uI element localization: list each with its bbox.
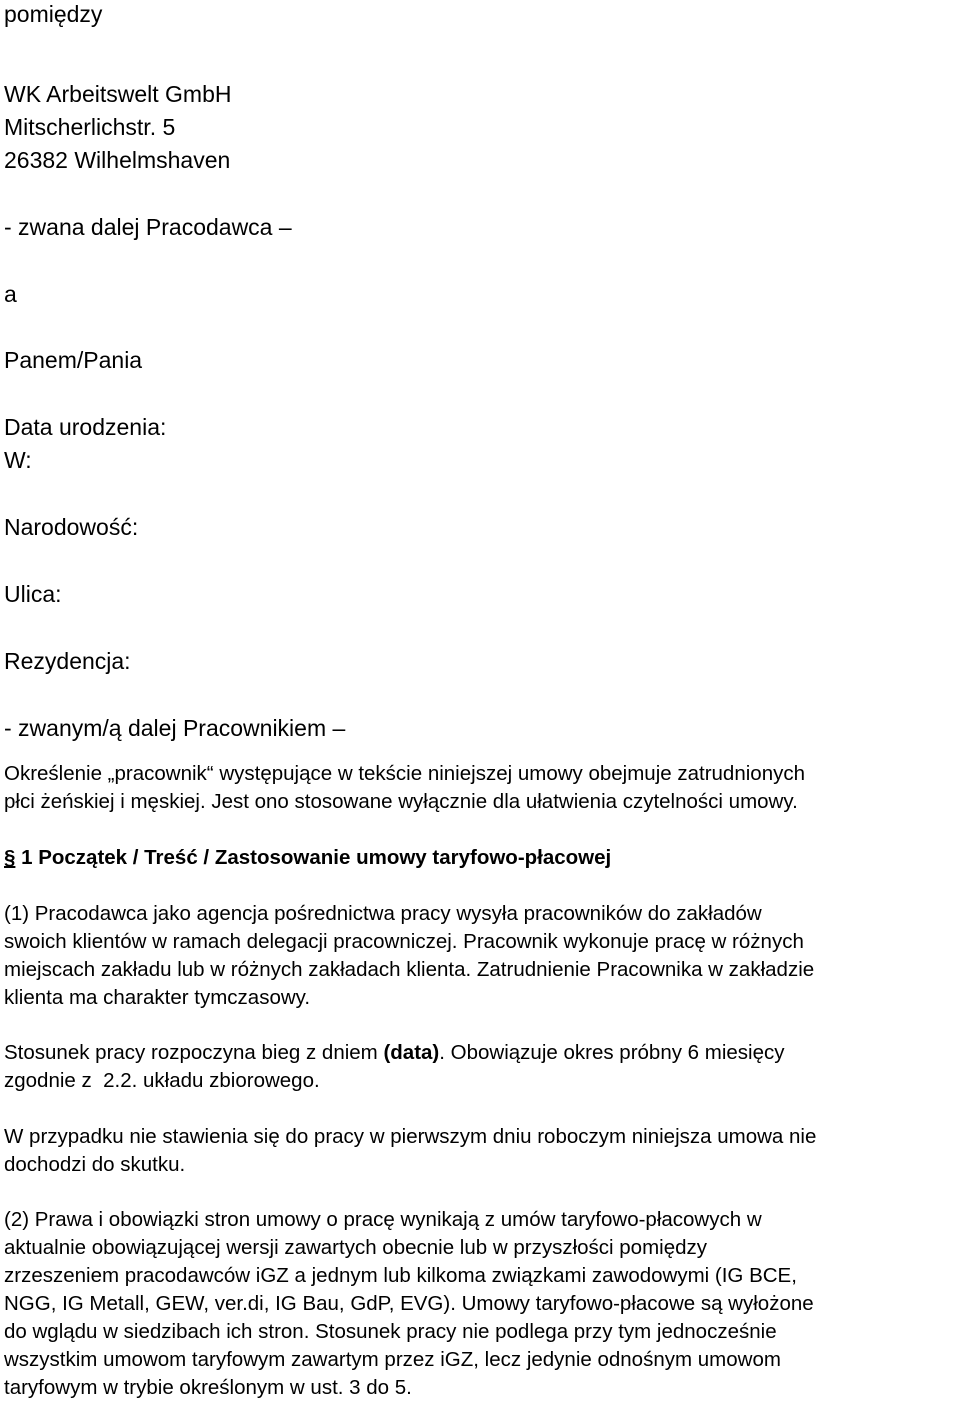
intro-line: Określenie „pracownik“ występujące w tekście niniejszej umowy obejmuje zatrudnionych: [4, 762, 805, 785]
intro-line: płci żeńskiej i męskiej. Jest ono stosowane wyłącznie dla ułatwienia czytelności umowy.: [4, 790, 798, 813]
paragraph-line: NGG, IG Metall, GEW, ver.di, IG Bau, GdP, EVG). Umowy taryfowo-płacowe są wyłożone: [4, 1292, 814, 1315]
company-name: WK Arbeitswelt GmbH: [4, 81, 232, 107]
street-label: Ulica:: [4, 581, 62, 607]
probation-text: . Obowiązuje okres próbny 6 miesięcy: [439, 1041, 785, 1064]
birth-date-label: Data urodzenia:: [4, 414, 167, 440]
company-city: 26382 Wilhelmshaven: [4, 147, 231, 173]
between-word: pomiędzy: [4, 1, 103, 27]
paragraph-line: klienta ma charakter tymczasowy.: [4, 986, 311, 1009]
start-date-line: [4, 1043, 785, 1064]
residence-label: Rezydencja:: [4, 648, 131, 674]
start-date-placeholder: (data): [383, 1041, 440, 1064]
paragraph-line: aktualnie obowiązującej wersji zawartych obecnie lub w przyszłości pomiędzy: [4, 1236, 708, 1259]
birth-place-label: W:: [4, 447, 32, 473]
nationality-label: Narodowość:: [4, 514, 139, 540]
paragraph-line: wszystkim umowom taryfowym zawartym przez iGZ, lecz jedynie odnośnym umowom: [4, 1348, 781, 1371]
paragraph-line: zgodnie z 2.2. układu zbiorowego.: [4, 1069, 320, 1092]
section-1-heading: [4, 848, 611, 869]
and-word: a: [4, 281, 17, 307]
paragraph-line: miejscach zakładu lub w różnych zakładach klienta. Zatrudnienie Pracownika w zakładzie: [4, 958, 815, 981]
company-street: Mitscherlichstr. 5: [4, 114, 176, 140]
employee-note: - zwanym/ą dalej Pracownikiem –: [4, 715, 346, 741]
paragraph-line: dochodzi do skutku.: [4, 1153, 186, 1176]
employee-salutation: Panem/Pania: [4, 347, 143, 373]
paragraph-line: do wglądu w siedzibach ich stron. Stosunek pracy nie podlega przy tym jednocześnie: [4, 1320, 777, 1343]
paragraph-line: W przypadku nie stawienia się do pracy w pierwszym dniu roboczym niniejsza umowa nie: [4, 1125, 817, 1148]
start-date-text: Stosunek pracy rozpoczyna bieg z dniem: [4, 1041, 384, 1064]
employer-note: - zwana dalej Pracodawca –: [4, 214, 292, 240]
paragraph-line: (2) Prawa i obowiązki stron umowy o pracę wynikają z umów taryfowo-płacowych w: [4, 1208, 762, 1231]
section-1-title: 1 Początek / Treść / Zastosowanie umowy taryfowo-płacowej: [15, 846, 612, 869]
paragraph-line: zrzeszeniem pracodawców iGZ a jednym lub kilkoma związkami zawodowymi (IG BCE,: [4, 1264, 797, 1287]
paragraph-line: swoich klientów w ramach delegacji pracowniczej. Pracownik wykonuje pracę w różnych: [4, 930, 804, 953]
section-sign: §: [4, 846, 16, 869]
paragraph-line: taryfowym w trybie określonym w ust. 3 do 5.: [4, 1376, 412, 1399]
paragraph-line: (1) Pracodawca jako agencja pośrednictwa pracy wysyła pracowników do zakładów: [4, 902, 762, 925]
